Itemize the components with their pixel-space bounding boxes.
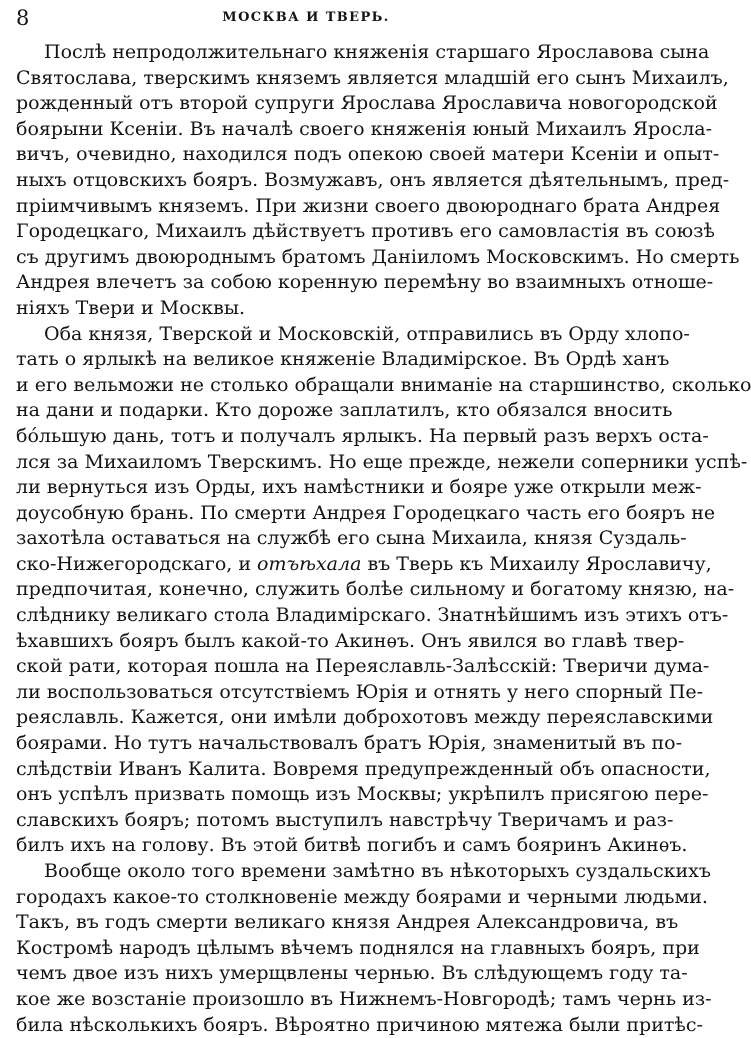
text-line: реяславль. Кажется, они имѣли доброхотовъ между переяславскими [16,706,714,729]
text-line: ніяхъ Твери и Москвы. [16,296,246,319]
text-line: ской рати, которая пошла на Переяславль-Залѣсскій: Тверичи дума- [16,655,710,678]
text-line: ныхъ отцовскихъ бояръ. Возмужавъ, онъ является дѣятельнымъ, пред- [16,168,730,191]
text-line: тать о ярлыкѣ на великое княженіе Владимірское. Въ Ордѣ ханъ [16,348,670,371]
text-line: кое же возстаніе произошло въ Нижнемъ-Новгородѣ; тамъ чернь из- [16,987,712,1010]
text-line: боярыни Ксеніи. Въ началѣ своего княженія юный Михаилъ Яросла- [16,117,713,140]
text-line: и его вельможи не столько обращали вниманіе на старшинство, сколько [16,373,751,396]
italic-text: отъѣхала [257,552,362,575]
text-line: слѣднику великаго стола Владимірскаго. Знатнѣйшимъ изъ этихъ отъ- [16,604,729,627]
text-line: славскихъ бояръ; потомъ выступилъ навстрѣчу Тверичамъ и раз- [16,808,674,831]
text-line: Святослава, тверскимъ княземъ является младшій его сынъ Михаилъ, [16,66,729,89]
paragraph [16,40,740,322]
paragraph [16,859,712,1038]
body-text [16,40,751,1038]
text-line: ѣхавшихъ бояръ былъ какой-то Акинѳъ. Онъ явился во главѣ твер- [16,629,685,652]
text-line: захотѣла оставаться на службѣ его сына Михаила, князя Суздаль- [16,527,687,550]
text-line: ли вернуться изъ Орды, ихъ намѣстники и бояре уже открыли меж- [16,476,702,499]
text-line: рожденный отъ второй супруги Ярослава Ярославича новогородской [16,92,718,115]
running-title: МОСКВА И ТВЕРЬ. [222,10,390,25]
text-line: вичъ, очевидно, находился подъ опекою своей матери Ксеніи и опыт- [16,143,720,166]
text-line: на дани и подарки. Кто дороже заплатилъ, кто обязался вносить [16,399,673,422]
text-line: лся за Михаиломъ Тверскимъ. Но еще прежде, нежели соперники успѣ- [16,450,748,473]
text-line: Вообще около того времени замѣтно въ нѣкоторыхъ суздальскихъ [44,860,711,882]
text-line: бóльшую дань, тотъ и получалъ ярлыкъ. На первый разъ верхъ оста- [16,424,709,447]
text-line: била нѣсколькихъ бояръ. Вѣроятно причиною мятежа были притѣс- [16,1013,703,1036]
text-line: Костромѣ народъ цѣлымъ вѣчемъ поднялся на главныхъ бояръ, при [16,936,700,959]
text-line: слѣдствіи Иванъ Калита. Вовремя предупрежденный объ опасности, [16,757,711,780]
text-line: онъ успѣлъ призвать помощь изъ Москвы; укрѣпилъ присягою пере- [16,783,709,806]
text-line: боярами. Но тутъ начальствовалъ братъ Юрія, знаменитый въ по- [16,732,682,755]
text-line: городахъ какое-то столкновеніе между боярами и черными людьми. [16,885,708,908]
text-line: предпочитая, конечно, служить болѣе сильному и богатому князю, на- [16,578,735,601]
text-line: Андрея влечетъ за собою коренную перемѣну во взаимныхъ отноше- [16,271,714,294]
text-line: билъ ихъ на голову. Въ этой битвѣ погибъ и самъ бояринъ Акинѳъ. [16,834,688,857]
text-line: Такъ, въ годъ смерти великаго князя Андрея Александровича, въ [16,911,679,934]
text-line: съ другимъ двоюроднымъ братомъ Даніиломъ Московскимъ. Но смерть [16,245,740,268]
text-line: Городецкаго, Михаилъ дѣйствуетъ противъ его самовластія въ союзѣ [16,220,715,243]
text-line: ли воспользоваться отсутствіемъ Юрія и отнять у него спорный Пе- [16,680,704,703]
paragraph [16,322,751,859]
text-line: чемъ двое изъ нихъ умерщвлены чернью. Въ слѣдующемъ году та- [16,962,688,985]
text-line: ско-Нижегородскаго, и отъѣхала въ Тверь къ Михаилу Ярославичу, [16,552,712,575]
text-line: Оба князя, Тверской и Московскій, отправились въ Орду хлопо- [44,322,690,345]
text-line: Послѣ непродолжительнаго княженія старшаго Ярославова сына [44,41,710,63]
page-number: 8 [16,6,30,30]
text-line: пріимчивымъ княземъ. При жизни своего двоюроднаго брата Андрея [16,194,721,217]
text-line: доусобную брань. По смерти Андрея Городецкаго часть его бояръ не [16,501,716,524]
